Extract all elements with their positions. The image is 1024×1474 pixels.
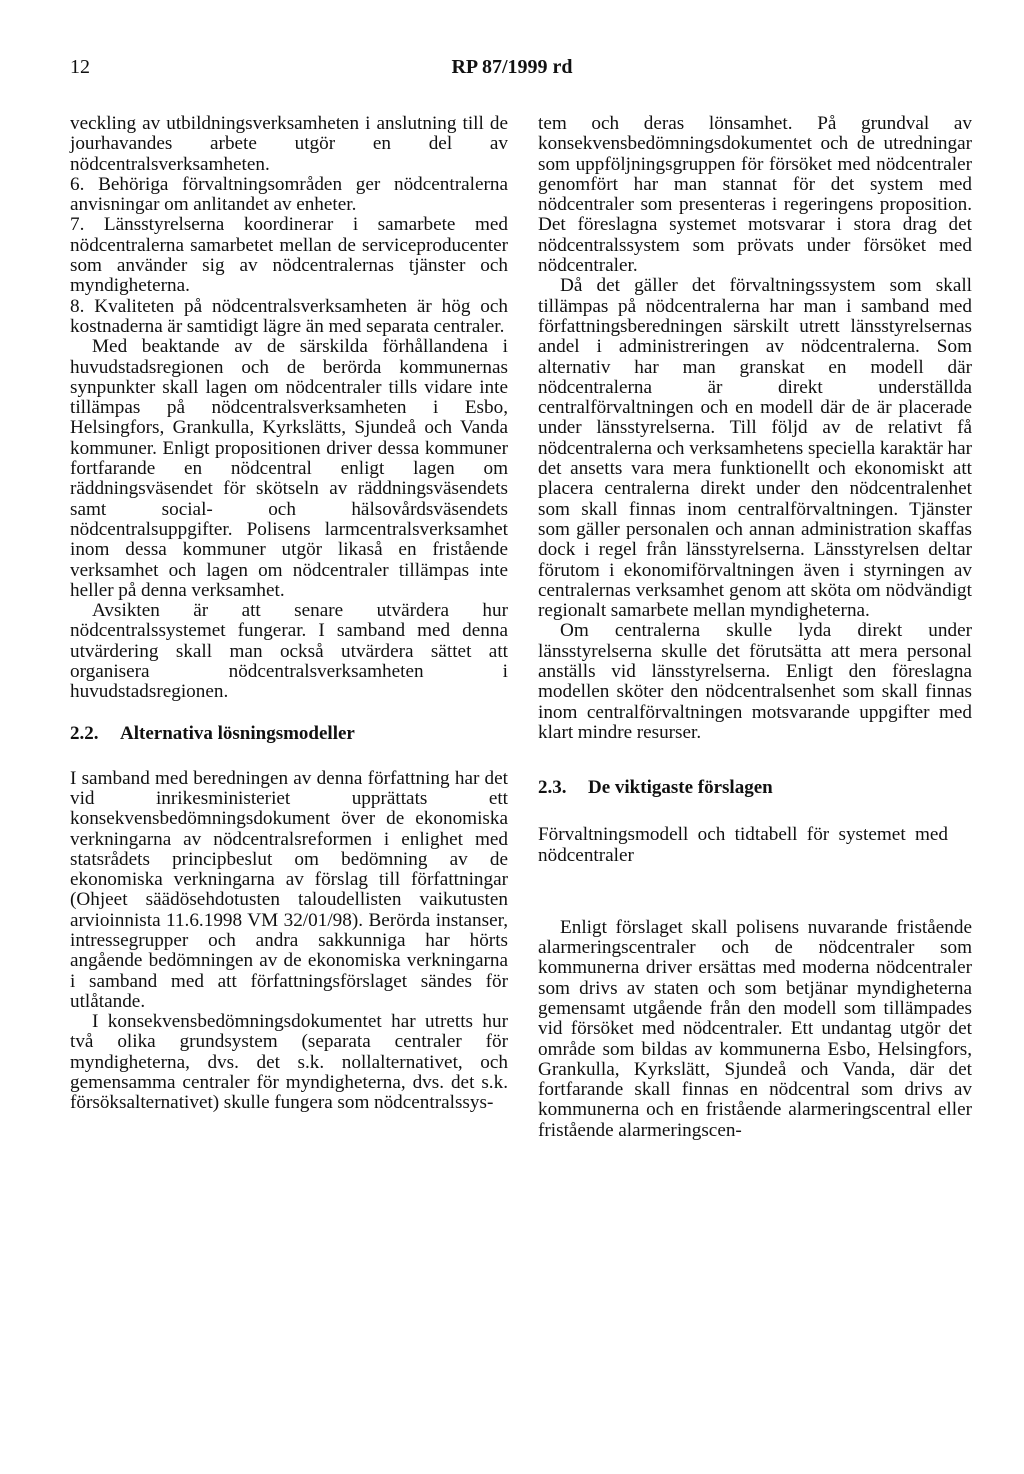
list-item-8: 8. Kvaliteten på nödcentralsverksamheten är hög och kostnaderna är samtidigt lägre än med separata centraler. — [70, 295, 508, 337]
section-title: De viktigaste förslagen — [588, 777, 773, 799]
section-heading — [538, 777, 972, 799]
section-title: Alternativa lösningsmodeller — [120, 722, 355, 744]
section-number: 2.3. — [538, 777, 567, 799]
subheading: Förvaltningsmodell och tidtabell för systemet med nödcentraler — [538, 824, 948, 866]
paragraph: tem och deras lönsamhet. På grundval av konsekvensbedömningsdokumentet och de utredningar som uppföljningsgruppen för försöket med nödcentraler genomfört har man stannat för det system med nödcentraler som presenteras i regeringens proposition. Det föreslagna systemet motsvarar i stora drag det nödcentralssystem som prövats under försöket med nödcentraler. — [538, 113, 972, 277]
page-header — [70, 56, 954, 86]
section-number: 2.2. — [70, 722, 99, 744]
paragraph: I konsekvensbedömningsdokumentet har utretts hur två olika grundsystem (separata centraler för myndigheterna, dvs. det s.k. nollalternativet, och gemensamma centraler för myndigheterna, dvs. det s.k. försöksalternativet) skulle fungera som nödcentralssys- — [70, 1011, 508, 1114]
paragraph: Avsikten är att senare utvärdera hur nödcentralssystemet fungerar. I samband med denna utvärdering skall man också utvärdera sättet att organisera nödcentralsverksamheten i huvudstadsregionen. — [70, 600, 508, 703]
left-column — [70, 114, 508, 1114]
section-heading — [70, 723, 508, 745]
paragraph: Med beaktande av de särskilda förhållandena i huvudstadsregionen och de berörda kommunernas synpunkter skall lagen om nödcentraler tills vidare inte tillämpas på nödcentralsverksamheten i Esbo, Helsingfors, Grankulla, Kyrkslätts, Sjundeå och Vanda kommuner. Enligt propositionen driver dessa kommuner fortfarande en nödcentral enligt lagen om räddningsväsendet för skötseln av räddningsväsendets samt social- och hälsovårdsväsendets nödcentralsuppgifter. Polisens larmcentralsverksamhet inom dessa kommuner utgör likaså en fristående verksamhet och lagen om nödcentraler tillämpas inte heller på denna verksamhet. — [70, 336, 508, 601]
document-id: RP 87/1999 rd — [451, 56, 573, 78]
paragraph: Enligt förslaget skall polisens nuvarande fristående alarmeringscentraler och de nödcentraler som kommunerna driver ersättas med moderna nödcentraler som drivs av staten och som betjänar myndigheterna gemensamt utgående från den modell som tillämpades vid försöket med nödcentraler. Ett undantag utgör det område som bildas av kommunerna Esbo, Helsingfors, Grankulla, Kyrkslätt, Sjundeå och Vanda, där det fortfarande skall finnas en nödcentral som drivs av kommunerna och en fristående alarmeringscentral eller fristående alarmeringscen- — [538, 916, 972, 1141]
paragraph: I samband med beredningen av denna författning har det vid inrikesministeriet upprättats ett konsekvensbedömningsdokument över de ekonomiska verkningarna av nödcentralsreformen i enlighet med statsrådets principbeslut om bedömning av de ekonomiska verkningarna av förslag till författningar (Ohjeet säädösehdotusten taloudellisten vaikutusten arvioinnista 11.6.1998 VM 32/01/98). Berörda instanser, intressegrupper och andra sakkunniga har hörts angående bedömningen av de ekonomiska verkningarna i samband med att författningsförslaget sändes för utlåtande. — [70, 767, 508, 1012]
right-column — [538, 114, 972, 1141]
page-number: 12 — [70, 56, 90, 78]
list-item-7: 7. Länsstyrelserna koordinerar i samarbete med nödcentralerna samarbetet mellan de serviceproducenter som använder sig av nödcentralernas tjänster och myndigheterna. — [70, 214, 508, 297]
paragraph: Om centralerna skulle lyda direkt under länsstyrelserna skulle det förutsätta att mera personal anställs vid länsstyrelserna. Enligt den föreslagna modellen sköter den nödcentralsenhet som skall finnas inom centralförvaltningen motsvarande uppgifter med klart mindre resurser. — [538, 620, 972, 743]
list-item-6: 6. Behöriga förvaltningsområden ger nödcentralerna anvisningar om anlitandet av enheter. — [70, 173, 508, 216]
paragraph: veckling av utbildningsverksamheten i anslutning till de jourhavandes arbete utgör en del av nödcentralsverksamheten. — [70, 113, 508, 175]
paragraph: Då det gäller det förvaltningssystem som skall tillämpas på nödcentralerna har man i samband med författningsberedningen särskilt utrett länsstyrelsernas andel i administreringen av nödcentralerna. Som alternativ har man granskat en modell där nödcentralerna är direkt underställda centralförvaltningen och en modell där de är placerade under länsstyrelserna. Till följd av de relativt få nödcentralerna och verksamhetens speciella karaktär har det ansetts vara mera funktionellt och ekonomiskt att placera centralerna direkt under den nödcentralenhet som skall finnas inom centralförvaltningen. Tjänster som gäller personalen och annan administration skaffas dock i regel från länsstyrelserna. Länsstyrelsen deltar förutom i ekonomiförvaltningen även i styrningen av centralernas verksamhet genom att sköta om nödvändigt regionalt samarbete mellan myndigheterna. — [538, 275, 972, 622]
